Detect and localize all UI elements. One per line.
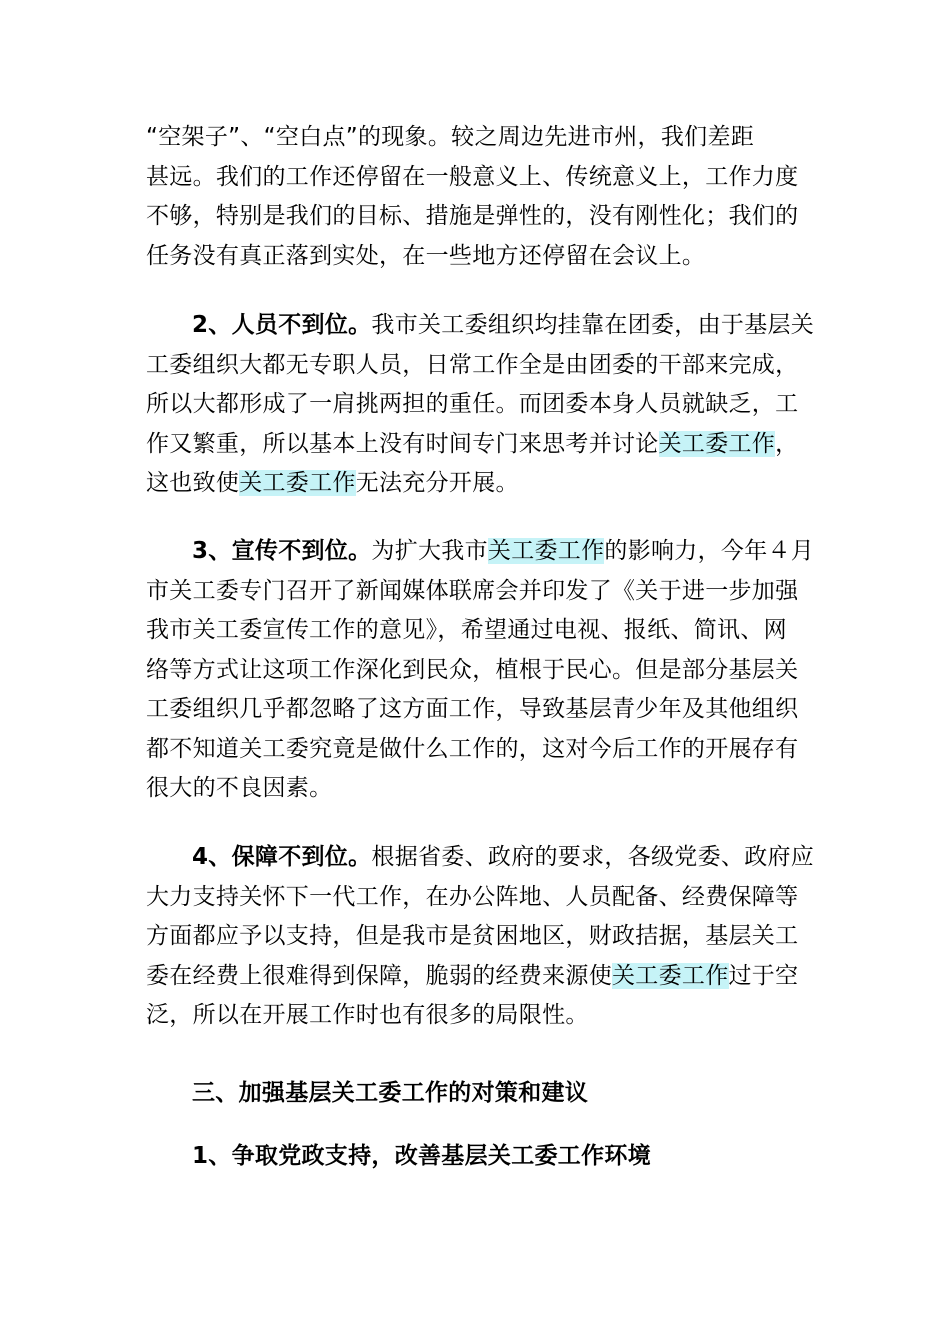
paragraph-lead: 3、宣传不到位。: [192, 538, 372, 564]
text-run: 我市关工委组织均挂靠在团委，由于基层关: [371, 312, 815, 338]
text-line: 大力支持关怀下一代工作，在办公阵地、人员配备、经费保障等: [146, 883, 799, 910]
subsection-heading: 1、争取党政支持，改善基层关工委工作环境: [192, 1143, 652, 1169]
text-run: 作又繁重，所以基本上没有时间专门来思考并讨论: [146, 430, 659, 457]
text-run: 委在经费上很难得到保障，脆弱的经费来源使: [146, 962, 612, 989]
paragraph-lead: 2、人员不到位。: [192, 312, 372, 338]
highlighted-term: 关工委工作: [487, 538, 605, 564]
text-line: [146, 532, 815, 572]
paragraph-publicity: [146, 532, 815, 809]
text-line: [146, 425, 808, 465]
text-line: 市关工委专门召开了新闻媒体联席会并印发了《关于进一步加强: [146, 577, 799, 604]
text-line: 工委组织大都无专职人员，日常工作全是由团委的干部来完成，: [146, 351, 799, 378]
text-line: 甚远。我们的工作还停留在一般意义上、传统意义上，工作力度: [146, 163, 799, 190]
paragraph-personnel: [146, 306, 815, 504]
text-run: 根据省委、政府的要求，各级党委、政府应: [371, 844, 815, 870]
text-run: 的影响力，今年４月: [604, 538, 815, 564]
section-heading: 三、加强基层关工委工作的对策和建议: [192, 1080, 589, 1106]
text-line: [146, 306, 815, 346]
text-run: 这也致使: [146, 470, 240, 496]
text-line: 很大的不良因素。: [146, 775, 333, 801]
text-line: 不够，特别是我们的目标、措施是弹性的，没有刚性化；我们的: [146, 203, 799, 229]
text-line: 我市关工委宣传工作的意见》，希望通过电视、报纸、简讯、网: [146, 617, 787, 643]
text-line: 工委组织几乎都忽略了这方面工作，导致基层青少年及其他组织: [146, 696, 799, 722]
text-line: 泛，所以在开展工作时也有很多的局限性。: [146, 1002, 589, 1028]
text-line: 任务没有真正落到实处，在一些地方还停留在会议上。: [146, 242, 706, 269]
text-line: 络等方式让这项工作深化到民众，植根于民心。但是部分基层关: [146, 656, 799, 683]
text-line: 方面都应予以支持，但是我市是贫困地区，财政拮据，基层关工: [146, 923, 799, 949]
paragraph-lead: 4、保障不到位。: [192, 844, 372, 870]
text-run: ，: [775, 430, 799, 457]
highlighted-term: 关工委工作: [658, 430, 776, 457]
text-run: 为扩大我市: [371, 538, 488, 564]
text-line: “空架子”、“空白点”的现象。较之周边先进市州，我们差距: [146, 124, 755, 150]
text-line: [146, 838, 815, 878]
text-line: [146, 957, 808, 997]
paragraph-guarantee: [146, 838, 815, 1036]
text-run: 过于空: [728, 962, 799, 989]
text-line: 都不知道关工委究竟是做什么工作的，这对今后工作的开展存有: [146, 735, 799, 762]
text-run: 无法充分开展。: [355, 470, 519, 496]
text-line: [146, 464, 808, 504]
text-line: 所以大都形成了一肩挑两担的重任。而团委本身人员就缺乏，工: [146, 391, 799, 417]
highlighted-term: 关工委工作: [239, 470, 356, 496]
paragraph-continuation: [146, 118, 808, 276]
highlighted-term: 关工委工作: [612, 962, 729, 989]
